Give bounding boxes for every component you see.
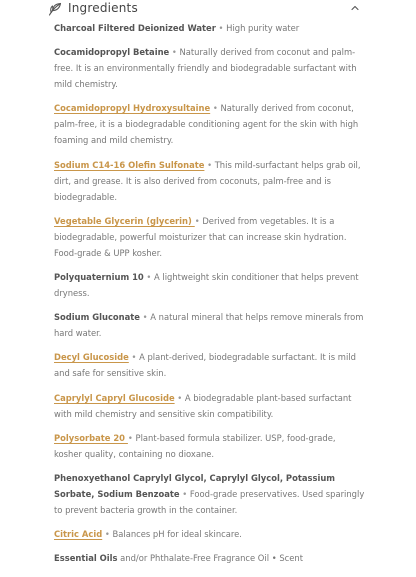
ingredient-description: Naturally derived from coconut and palm-free. It is an environmentally friendly and biodegradable surfactant with mild chemistry.: [54, 47, 357, 90]
ingredient-link[interactable]: Sodium C14-16 Olefin Sulfonate: [54, 159, 205, 170]
ingredient-item: [54, 349, 366, 381]
ingredient-item: [54, 526, 366, 542]
ingredient-description: A biodegradable plant-based surfactant with mild chemistry and sensitive skin compatibility.: [54, 392, 352, 419]
ingredient-suffix: • Scent: [269, 553, 303, 564]
ingredient-link[interactable]: Citric Acid: [54, 529, 103, 540]
ingredient-description: This mild-surfactant helps grab oil, dirt, and grease. It is also derived from coconuts, palm-free and is biodegradable.: [54, 159, 361, 202]
ingredient-link[interactable]: Decyl Glucoside: [54, 352, 129, 363]
ingredient-link[interactable]: Vegetable Glycerin (glycerin): [54, 215, 195, 226]
ingredient-description: A plant-derived, biodegradable surfactant. It is mild and safe for sensitive skin.: [54, 352, 356, 379]
ingredient-link[interactable]: Polysorbate 20: [54, 432, 128, 443]
section-title: Ingredients: [68, 1, 138, 15]
separator: •: [204, 159, 215, 170]
separator: •: [128, 352, 140, 363]
ingredient-item: [54, 20, 366, 36]
ingredient-name: Sodium Gluconate: [54, 312, 140, 323]
ingredients-list: [54, 20, 366, 566]
ingredient-item: [54, 157, 366, 205]
ingredient-link[interactable]: Caprylyl Capryl Glucoside: [54, 392, 175, 403]
ingredient-item: [54, 390, 366, 422]
ingredient-description: Balances pH for ideal skincare.: [112, 529, 242, 540]
ingredient-item: [54, 470, 366, 518]
ingredient-description: and/or Phthalate-Free Fragrance Oil: [117, 553, 270, 564]
ingredient-description: Derived from vegetables. It is a biodegradable, powerful moisturizer that can increase skin hydration. Food-grade & UPP kosher.: [54, 215, 347, 258]
chevron-up-icon[interactable]: [350, 3, 360, 13]
separator: •: [127, 432, 136, 443]
ingredient-link[interactable]: Cocamidopropyl Hydroxysultaine: [54, 103, 211, 114]
ingredient-description: Food-grade preservatives. Used sparingly to prevent bacteria growth in the container.: [54, 488, 365, 515]
separator: •: [215, 23, 227, 33]
separator: •: [210, 103, 221, 114]
ingredient-item: [54, 100, 366, 148]
separator: •: [169, 47, 180, 58]
separator: •: [102, 529, 113, 540]
ingredient-description: A lightweight skin conditioner that helps prevent dryness.: [54, 271, 359, 298]
ingredient-description: Naturally derived from coconut, palm-free, it is a biodegradable conditioning agent for the skin with high foaming and mild chemistry.: [54, 103, 359, 146]
ingredient-description: Plant-based formula stabilizer. USP, food-grade, kosher quality, containing no dioxane.: [54, 432, 336, 459]
separator: •: [179, 488, 190, 499]
ingredient-name: Cocamidopropyl Betaine: [54, 47, 170, 58]
ingredient-name: Charcoal Filtered Deionized Water: [54, 23, 216, 33]
ingredient-item: [54, 213, 366, 261]
ingredient-name: Phenoxyethanol Caprylyl Glycol, Caprylyl Glycol, Potassium Sorbate, Sodium Benzoate: [54, 472, 336, 499]
ingredient-name: Essential Oils: [54, 553, 118, 564]
separator: •: [194, 215, 203, 226]
ingredient-item: [54, 309, 366, 341]
separator: •: [139, 312, 151, 323]
ingredients-accordion-header[interactable]: [0, 0, 416, 18]
separator: •: [174, 392, 185, 403]
ingredient-description: A natural mineral that helps remove minerals from hard water.: [54, 312, 364, 339]
ingredient-item: [54, 550, 366, 566]
leaf-icon: [47, 1, 63, 17]
ingredient-description: High purity water: [226, 23, 300, 33]
ingredient-name: Polyquaternium 10: [54, 271, 144, 282]
ingredient-item: [54, 269, 366, 301]
ingredient-item: [54, 44, 366, 92]
separator: •: [143, 271, 155, 282]
ingredient-item: [54, 430, 366, 462]
